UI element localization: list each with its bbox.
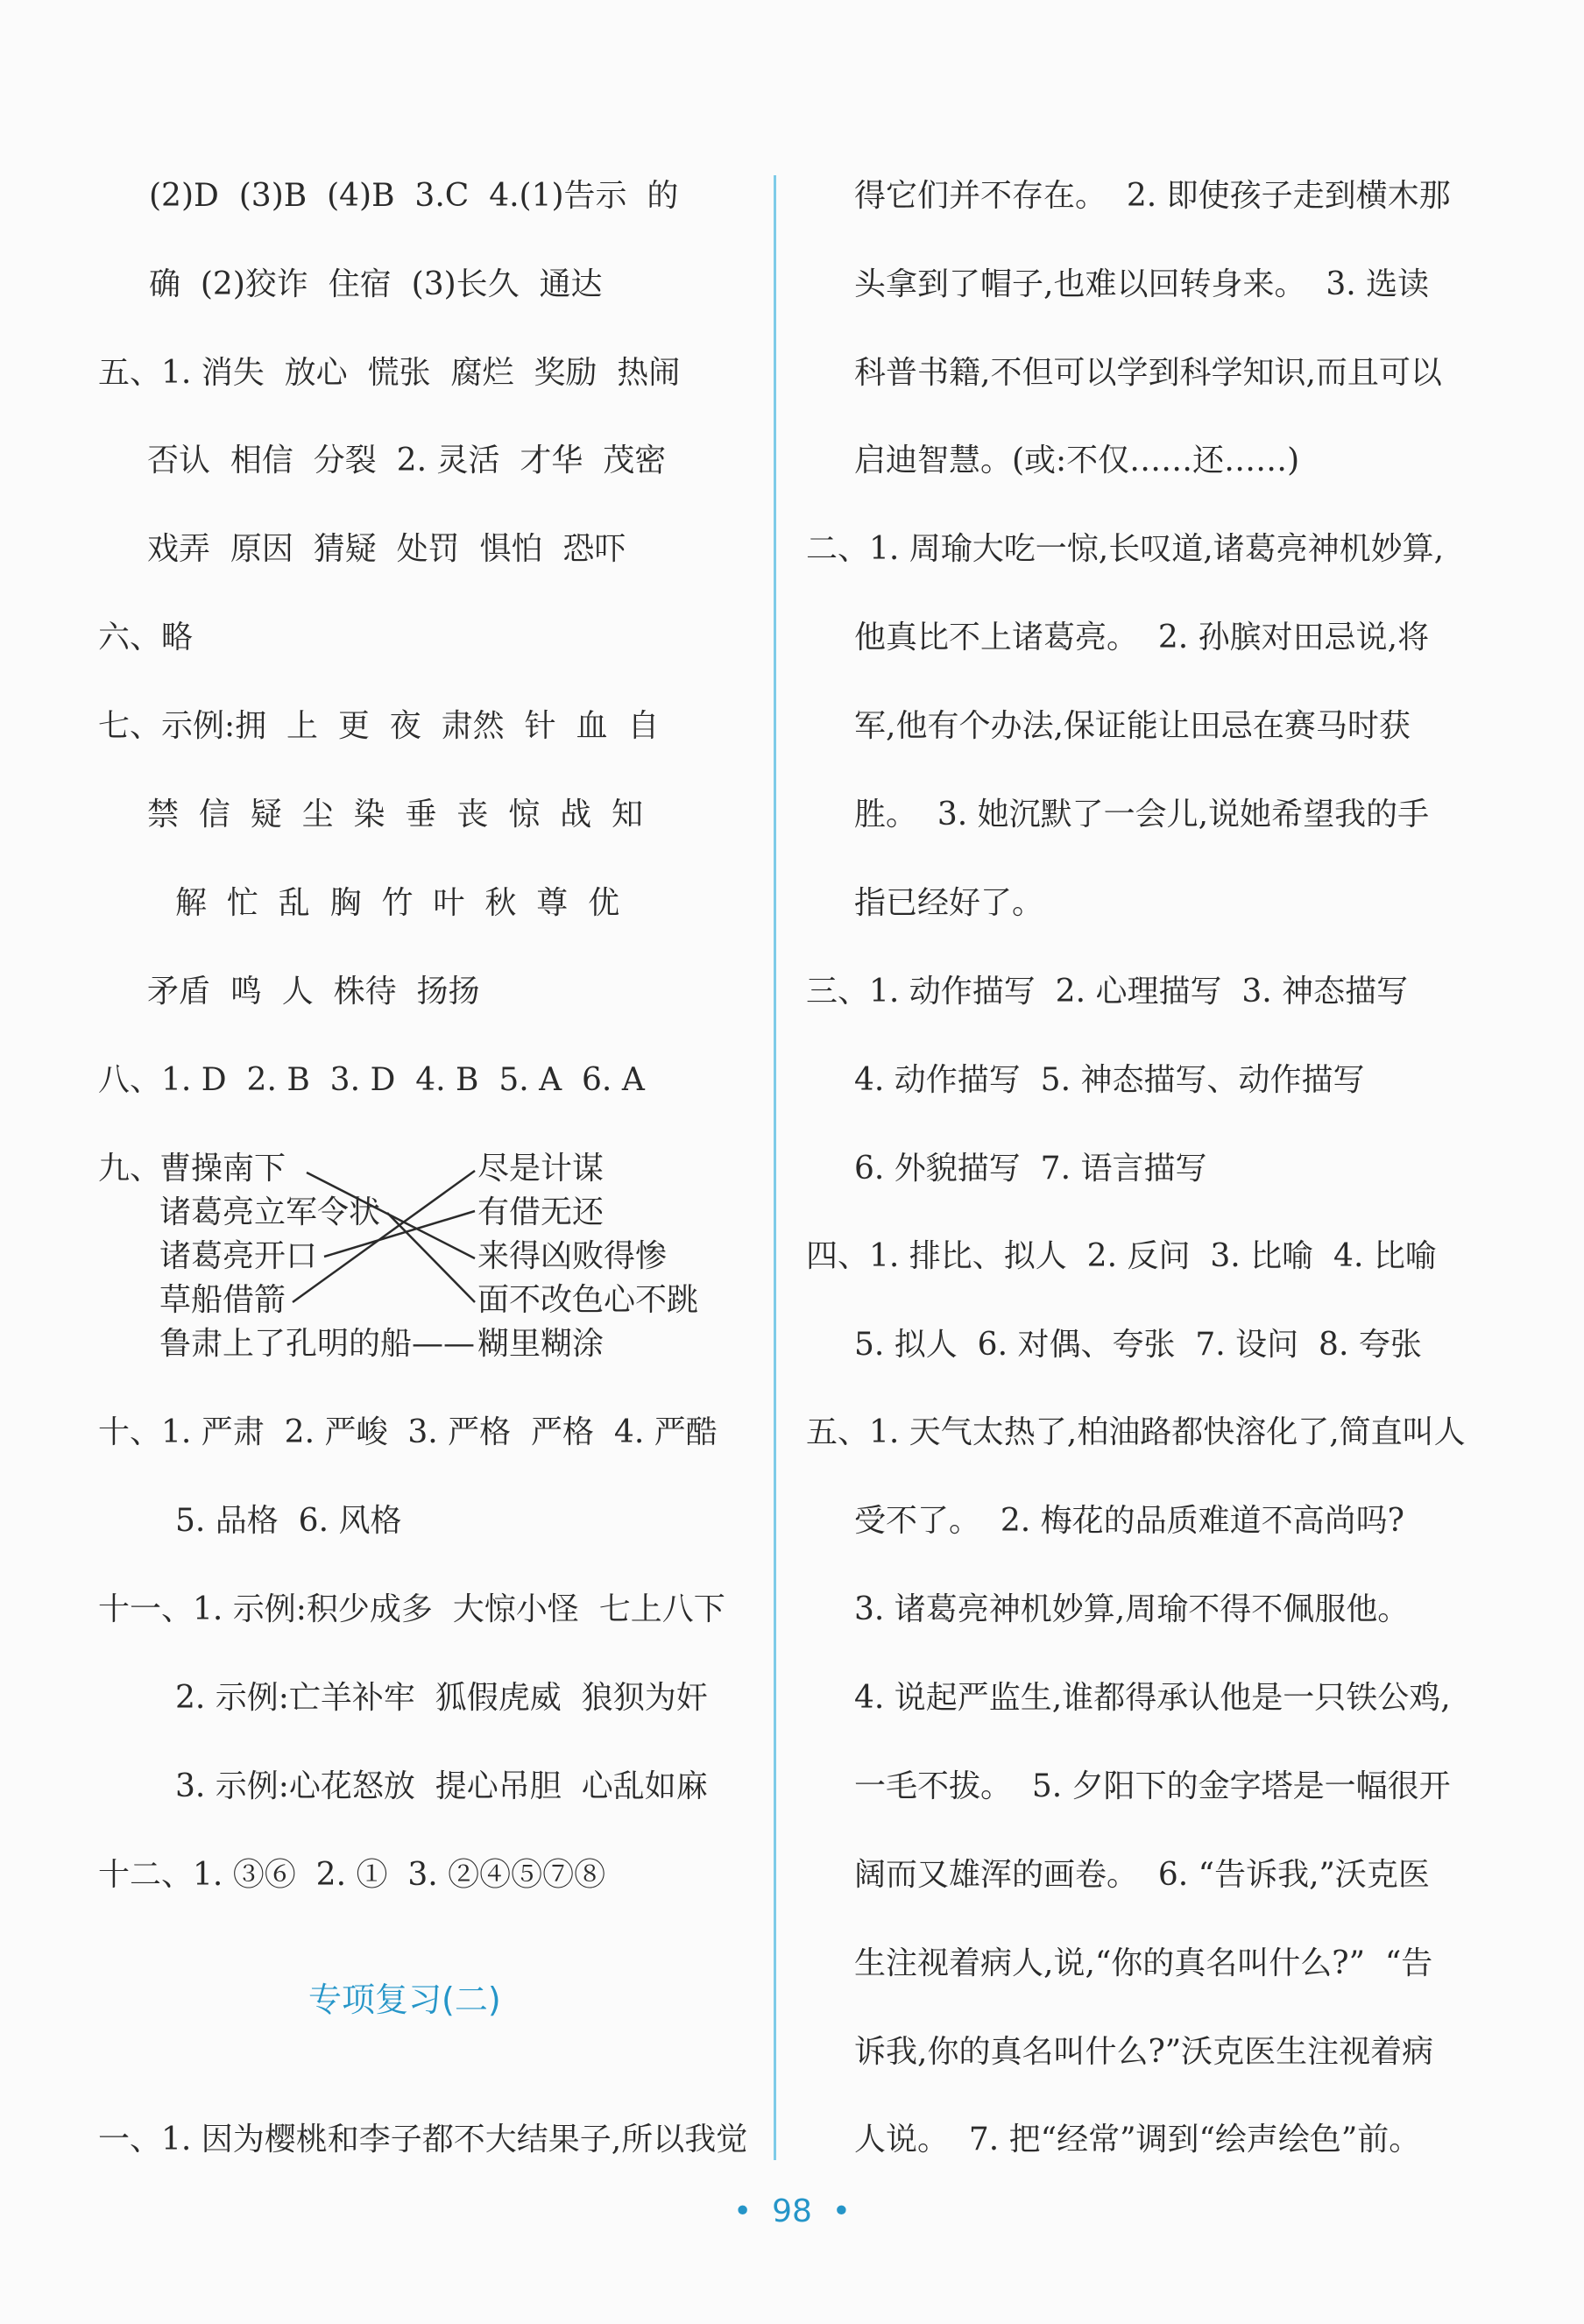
right-line-13: 四、1. 排比、拟人 2. 反问 3. 比喻 4. 比喻 (806, 1238, 1437, 1274)
right-line-20: 阔而又雄浑的画卷。 6. “告诉我,”沃克医 (854, 1857, 1430, 1893)
matching-right-2: 有借无还 (477, 1194, 605, 1230)
right-line-3: 科普书籍,不但可以学到科学知识,而且可以 (854, 355, 1442, 391)
right-line-7: 军,他有个办法,保证能让田忌在赛马时获 (854, 708, 1411, 744)
matching-right-4: 面不改色心不跳 (477, 1282, 699, 1318)
left-line-16: 3. 示例:心花怒放 提心吊胆 心乱如麻 (175, 1768, 708, 1804)
matching-label: 九、 (98, 1151, 162, 1187)
right-line-14: 5. 拟人 6. 对偶、夸张 7. 设问 8. 夸张 (854, 1327, 1422, 1363)
right-line-12: 6. 外貌描写 7. 语言描写 (854, 1151, 1207, 1187)
matching-left-3: 诸葛亮开口 (159, 1238, 318, 1274)
left-line-last: 一、1. 因为樱桃和李子都不大结果子,所以我觉 (98, 2122, 748, 2157)
left-line-2: 确 (2)狡诈 住宿 (3)长久 通达 (149, 266, 603, 302)
left-line-13: 5. 品格 6. 风格 (175, 1503, 402, 1539)
left-line-11: 八、1. D 2. B 3. D 4. B 5. A 6. A (98, 1062, 645, 1098)
right-line-2: 头拿到了帽子,也难以回转身来。 3. 选读 (854, 266, 1430, 302)
matching-right-3: 来得凶败得惨 (477, 1238, 668, 1274)
right-line-16: 受不了。 2. 梅花的品质难道不高尚吗? (854, 1503, 1404, 1539)
left-line-4: 否认 相信 分裂 2. 灵活 才华 茂密 (147, 443, 667, 478)
right-line-10: 三、1. 动作描写 2. 心理描写 3. 神态描写 (806, 974, 1409, 1010)
matching-left-5: 鲁肃上了孔明的船—— (159, 1326, 476, 1362)
left-line-10: 矛盾 鸣 人 株待 扬扬 (147, 974, 480, 1010)
right-line-23: 人说。 7. 把“经常”调到“绘声绘色”前。 (854, 2122, 1421, 2157)
right-line-11: 4. 动作描写 5. 神态描写、动作描写 (854, 1062, 1365, 1098)
matching-right-1: 尽是计谋 (477, 1151, 605, 1187)
matching-left-1: 曹操南下 (159, 1151, 286, 1187)
matching-right-5: 糊里糊涂 (477, 1326, 605, 1362)
match-line-4 (293, 1171, 475, 1302)
column-divider (774, 175, 776, 2160)
left-line-12: 十、1. 严肃 2. 严峻 3. 严格 严格 4. 严酷 (98, 1414, 718, 1450)
matching-lines (280, 1148, 482, 1323)
right-line-18: 4. 说起严监生,谁都得承认他是一只铁公鸡, (854, 1680, 1451, 1716)
left-line-6: 六、略 (98, 620, 194, 655)
right-line-22: 诉我,你的真名叫什么?”沃克医生注视着病 (854, 2034, 1434, 2070)
match-line-3 (324, 1211, 475, 1257)
right-line-8: 胜。 3. 她沉默了一会儿,说她希望我的手 (854, 797, 1430, 833)
right-line-9: 指已经好了。 (854, 885, 1044, 921)
right-line-19: 一毛不拔。 5. 夕阳下的金字塔是一幅很开 (854, 1768, 1451, 1804)
right-line-1: 得它们并不存在。 2. 即使孩子走到横木那 (854, 178, 1451, 214)
right-line-6: 他真比不上诸葛亮。 2. 孙膑对田忌说,将 (854, 620, 1430, 655)
matching-left-2: 诸葛亮立军令状 (159, 1194, 381, 1230)
right-line-17: 3. 诸葛亮神机妙算,周瑜不得不佩服他。 (854, 1591, 1410, 1627)
right-line-15: 五、1. 天气太热了,柏油路都快溶化了,简直叫人 (806, 1414, 1466, 1450)
left-line-9: 解 忙 乱 胸 竹 叶 秋 尊 优 (175, 885, 620, 921)
page-number: • 98 • (732, 2193, 852, 2229)
left-line-8: 禁 信 疑 尘 染 垂 丧 惊 战 知 (147, 797, 643, 833)
left-line-3: 五、1. 消失 放心 慌张 腐烂 奖励 热闹 (98, 355, 681, 391)
right-line-5: 二、1. 周瑜大吃一惊,长叹道,诸葛亮神机妙算, (806, 531, 1445, 567)
left-line-17: 十二、1. ③⑥ 2. ① 3. ②④⑤⑦⑧ (98, 1857, 606, 1893)
matching-left-4: 草船借箭 (159, 1282, 286, 1318)
section-title: 专项复习(二) (308, 1980, 501, 2019)
left-line-1: (2)D (3)B (4)B 3.C 4.(1)告示 的 (149, 178, 679, 214)
left-line-5: 戏弄 原因 猜疑 处罚 惧怕 恐吓 (147, 531, 626, 567)
left-line-14: 十一、1. 示例:积少成多 大惊小怪 七上八下 (98, 1591, 725, 1627)
right-line-4: 启迪智慧。(或:不仅……还……) (854, 443, 1300, 478)
match-line-2 (387, 1213, 475, 1302)
left-line-15: 2. 示例:亡羊补牢 狐假虎威 狼狈为奸 (175, 1680, 708, 1716)
left-line-7: 七、示例:拥 上 更 夜 肃然 针 血 自 (98, 708, 660, 744)
right-line-21: 生注视着病人,说,“你的真名叫什么?” “告 (854, 1945, 1433, 1981)
